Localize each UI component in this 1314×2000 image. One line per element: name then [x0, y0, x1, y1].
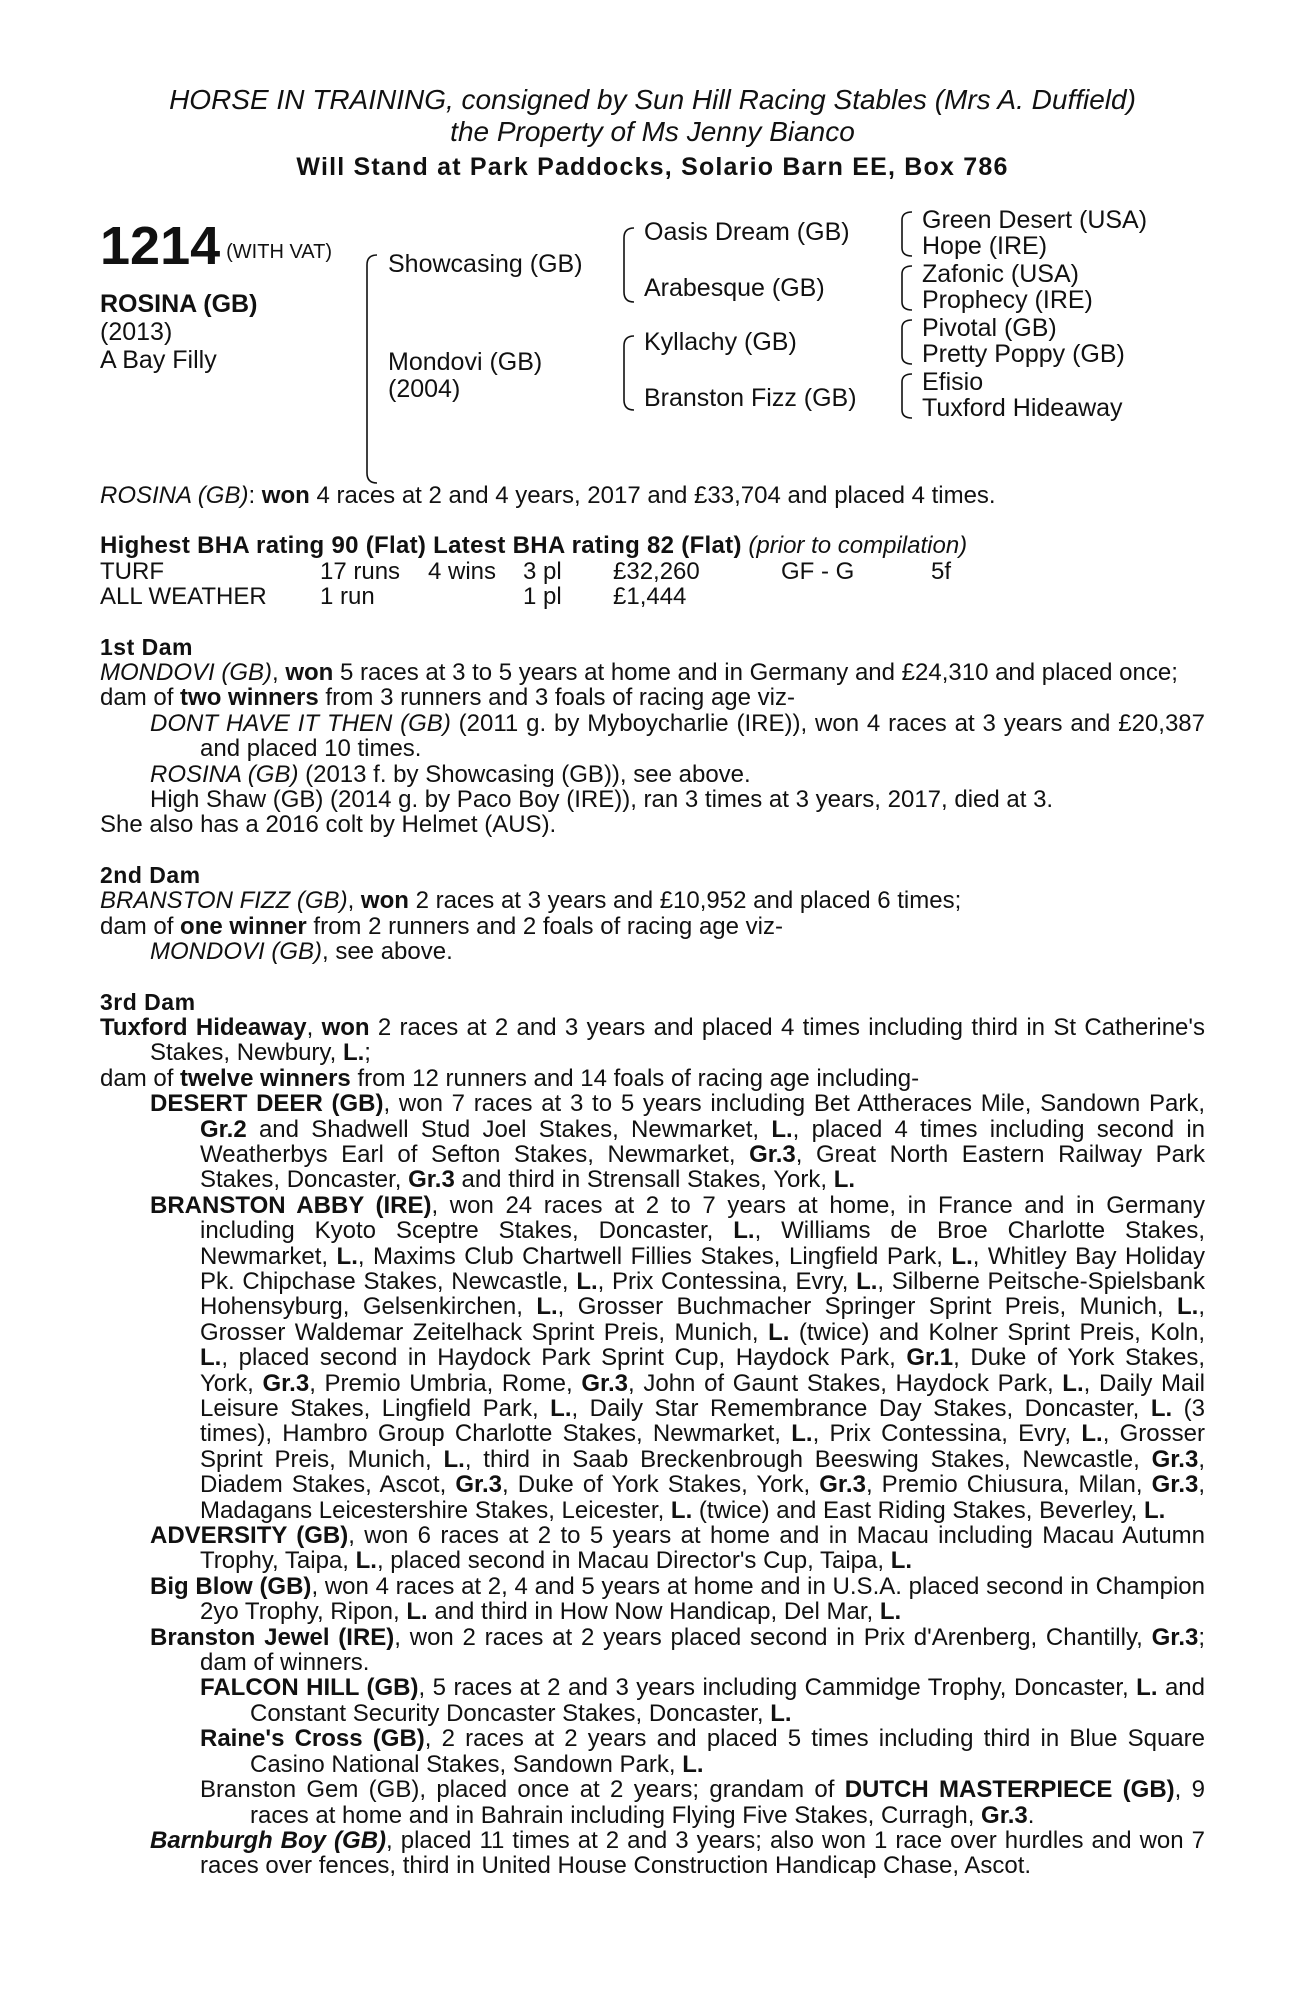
sire-dam: Arabesque (GB)	[644, 274, 825, 302]
dd-dam: Tuxford Hideaway	[922, 394, 1123, 422]
progeny-entry: BRANSTON ABBY (IRE), won 24 races at 2 to 7 years at home, in France and in Germany including Kyoto Sceptre Stakes, Doncaster, L., Williams de Broe Charlotte Stakes, Newmarket, L., Maxims Club Chartwell Fillies Stakes, Lingfield Park, L., Whitley Bay Holiday Pk. Chipchase Stakes, Newcastle, L., Prix Contessina, Evry, L., Silberne Peitsche-Spielsbank Hohensyburg, Gelsenkirchen, L., Grosser Buchmacher Springer Sprint Preis, Munich, L., Grosser Waldemar Zeitelhack Sprint Preis, Munich, L. (twice) and Kolner Sprint Preis, Koln, L., placed second in Haydock Park Sprint Cup, Haydock Park, Gr.1, Duke of York Stakes, York, Gr.3, Premio Umbria, Rome, Gr.3, John of Gaunt Stakes, Haydock Park, L., Daily Mail Leisure Stakes, Lingfield Park, L., Daily Star Remembrance Day Stakes, Doncaster, L. (3 times), Hambro Group Charlotte Stakes, Newmarket, L., Prix Contessina, Evry, L., Grosser Sprint Preis, Munich, L., third in Saab Breckenbrough Beeswing Stakes, Newcastle, Gr.3, Diadem Stakes, Ascot, Gr.3, Duke of York Stakes, York, Gr.3, Premio Chiusura, Milan, Gr.3, Madagans Leicestershire Stakes, Leicester, L. (twice) and East Riding Stakes, Beverley, L.	[150, 1191, 1206, 1524]
sd-dam: Prophecy (IRE)	[922, 286, 1093, 314]
first-dam-heading: 1st Dam	[100, 633, 193, 660]
dam-year: (2004)	[388, 375, 461, 403]
stand-line: Will Stand at Park Paddocks, Solario Barn EE, Box 786	[296, 153, 1009, 181]
race-record-table	[100, 559, 951, 610]
ds-dam: Pretty Poppy (GB)	[922, 340, 1125, 368]
second-dam-produce: dam of one winner from 2 runners and 2 foals of racing age viz-	[100, 912, 783, 940]
progeny-entry: ADVERSITY (GB), won 6 races at 2 to 5 years at home and in Macau including Macau Autumn Trophy, Taipa, L., placed second in Macau Director's Cup, Taipa, L.	[150, 1522, 1206, 1575]
list-item: High Shaw (GB) (2014 g. by Paco Boy (IRE)), ran 3 times at 3 years, 2017, died at 3.	[150, 786, 1054, 814]
sire: Showcasing (GB)	[388, 250, 583, 278]
third-dam-heading: 3rd Dam	[100, 988, 196, 1015]
main-bracket	[363, 253, 383, 485]
dam-sire: Kyllachy (GB)	[644, 328, 797, 356]
dam: Mondovi (GB)	[388, 348, 543, 376]
sd-bracket	[898, 264, 918, 312]
dam-bracket	[620, 334, 640, 412]
table-row: TURF 17 runs 4 wins 3 pl £32,260 GF - G 5f	[100, 557, 952, 585]
dd-bracket	[898, 372, 918, 420]
progeny-list	[100, 1091, 1205, 1879]
catalogue-page	[100, 84, 1205, 1879]
dd-sire: Efisio	[922, 368, 984, 396]
second-dam-heading: 2nd Dam	[100, 861, 201, 888]
lot-heading	[100, 218, 332, 274]
progeny-entry: Big Blow (GB), won 4 races at 2, 4 and 5 years at home and in U.S.A. placed second in Champion 2yo Trophy, Ripon, L. and third in How Now Handicap, Del Mar, L.	[150, 1572, 1206, 1626]
horse-description: A Bay Filly	[100, 346, 217, 374]
table-row: ALL WEATHER 1 run 1 pl £1,444	[100, 583, 687, 611]
progeny-entry: Branston Jewel (IRE), won 2 races at 2 years placed second in Prix d'Arenberg, Chantilly, Gr.3; dam of winners.	[150, 1623, 1206, 1677]
page-header	[100, 84, 1205, 186]
progeny-entry: Barnburgh Boy (GB), placed 11 times at 2 and 3 years; also won 1 race over hurdles and won 7 races over fences, third in United House Construction Handicap Chase, Ascot.	[150, 1826, 1205, 1880]
dam-dam: Branston Fizz (GB)	[644, 384, 857, 412]
race-summary: ROSINA (GB): won 4 races at 2 and 4 years, 2017 and £33,704 and placed 4 times.	[100, 482, 996, 509]
horse-year: (2013)	[100, 318, 173, 346]
ss-dam: Hope (IRE)	[922, 232, 1048, 260]
sd-sire: Zafonic (USA)	[922, 260, 1079, 288]
consignment-line: HORSE IN TRAINING, consigned by Sun Hill Racing Stables (Mrs A. Duffield)	[169, 84, 1136, 115]
rating-line: Highest BHA rating 90 (Flat) Latest BHA rating 82 (Flat) (prior to compilation)	[100, 532, 968, 560]
list-item: DONT HAVE IT THEN (GB) (2011 g. by Myboycharlie (IRE)), won 4 races at 3 years and £20,387 and placed 10 times.	[150, 709, 1205, 763]
sire-sire: Oasis Dream (GB)	[644, 218, 850, 246]
first-dam-produce: dam of two winners from 3 runners and 3 foals of racing age viz-	[100, 684, 795, 712]
pedigree-chart	[100, 206, 1205, 483]
progeny-entry: DESERT DEER (GB), won 7 races at 3 to 5 years including Bet Attheraces Mile, Sandown Park, Gr.2 and Shadwell Stud Joel Stakes, Newmarket, L., placed 4 times including second in Weatherbys Earl of Sefton Stakes, Newmarket, Gr.3, Great North Eastern Railway Park Stakes, Doncaster, Gr.3 and third in Strensall Stakes, York, L.	[150, 1090, 1206, 1194]
vat-note: (WITH VAT)	[226, 241, 333, 263]
third-dam-produce: dam of twelve winners from 12 runners and 14 foals of racing age including-	[100, 1064, 920, 1092]
ds-sire: Pivotal (GB)	[922, 314, 1057, 342]
list-item: MONDOVI (GB), see above.	[150, 938, 453, 966]
horse-name: ROSINA (GB)	[100, 290, 258, 318]
progeny-entry: FALCON HILL (GB), 5 races at 2 and 3 years including Cammidge Trophy, Doncaster, L. and Constant Security Doncaster Stakes, Doncaster, L.	[200, 1674, 1206, 1727]
sire-bracket	[620, 226, 640, 304]
third-dam-summary: Tuxford Hideaway, won 2 races at 2 and 3 years and placed 4 times including third in St Catherine's Stakes, Newbury, L.;	[100, 1013, 1205, 1067]
property-line: the Property of Ms Jenny Bianco	[450, 116, 855, 147]
list-item: ROSINA (GB) (2013 f. by Showcasing (GB)), see above.	[150, 760, 751, 788]
ss-sire: Green Desert (USA)	[922, 206, 1148, 234]
progeny-entry: Branston Gem (GB), placed once at 2 years; grandam of DUTCH MASTERPIECE (GB), 9 races at home and in Bahrain including Flying Five Stakes, Curragh, Gr.3.	[200, 1776, 1205, 1829]
ds-bracket	[898, 318, 918, 366]
first-dam-summary: MONDOVI (GB), won 5 races at 3 to 5 years at home and in Germany and £24,310 and placed once;	[100, 659, 1178, 687]
progeny-entry: Raine's Cross (GB), 2 races at 2 years and placed 5 times including third in Blue Square Casino National Stakes, Sandown Park, L.	[200, 1725, 1205, 1778]
ss-bracket	[898, 210, 918, 258]
list-item: She also has a 2016 colt by Helmet (AUS).	[100, 811, 557, 839]
lot-number: 1214	[100, 216, 221, 276]
catalogue-body	[100, 483, 1205, 1879]
second-dam-summary: BRANSTON FIZZ (GB), won 2 races at 3 years and £10,952 and placed 6 times;	[100, 887, 962, 915]
